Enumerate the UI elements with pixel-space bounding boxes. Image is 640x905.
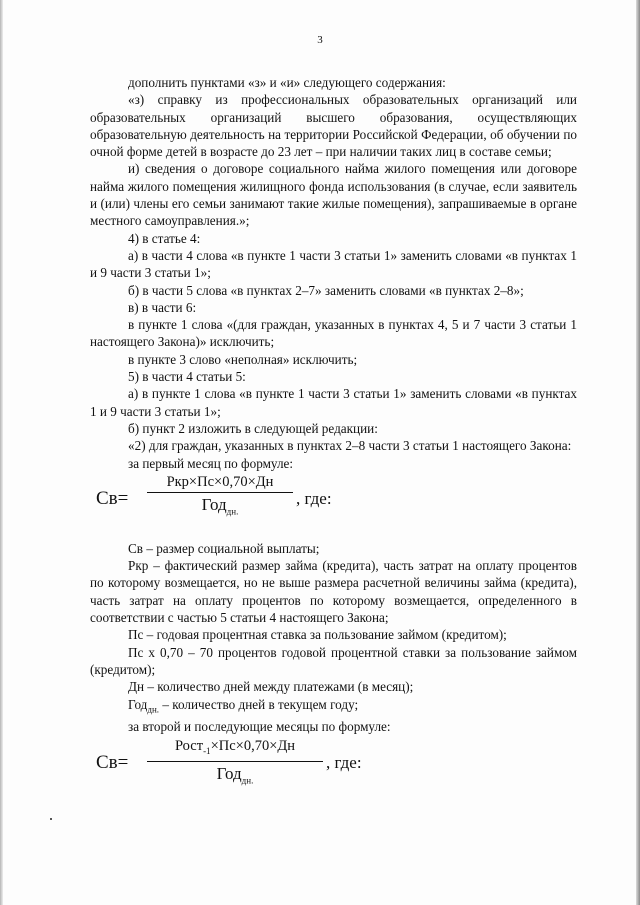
paragraph: и) сведения о договоре социального найма жилого помещения или договоре найма жилого помещения жилищного фонда использования (в случае, если заявитель и (или) члены его семьи занимают такие жилые помещения), запрашиваемые в органе местного самоуправления.»; — [90, 161, 577, 229]
paragraph: «з) справку из профессиональных образовательных организаций или образовательных организаций высшего образования, осуществляющих образовательную деятельность на территории Российской Федерации, об обучении по очной форме детей в возрасте до 23 лет – при наличии таких лиц в составе семьи; — [90, 92, 577, 160]
god-term-sub: дн. — [147, 704, 160, 715]
fraction-bar — [147, 761, 323, 762]
scan-speck — [50, 818, 52, 820]
fraction-bar — [147, 492, 293, 493]
formula-first-month — [90, 474, 577, 532]
paragraph: Ркр – фактический размер займа (кредита), часть затрат на оплату процентов по которому возмещается, но не выше размера расчетной величины займа (кредита), часть затрат на оплату процентов по которому возмещается, определенного в соответствии с частью 5 статьи 4 настоящего Закона; — [90, 558, 577, 626]
formula-lhs: Св= — [96, 487, 129, 509]
formula-denominator — [147, 496, 293, 521]
paragraph: в) в части 6: — [128, 299, 197, 315]
paragraph: Пс х 0,70 – 70 процентов годовой процентной ставки за пользование займом (кредитом); — [90, 644, 577, 677]
paragraph: а) в пункте 1 слова «в пункте 1 части 3 статьи 1» заменить словами «в пунктах 1 и 9 части 3 статьи 1»; — [90, 386, 577, 419]
denominator-base: Год — [201, 495, 227, 515]
paragraph: б) пункт 2 изложить в следующей редакции: — [128, 420, 378, 436]
formula-fraction — [147, 474, 293, 521]
paragraph: а) в части 4 слова «в пункте 1 части 3 статьи 1» заменить словами «в пунктах 1 и 9 части 3 статьи 1»; — [90, 247, 577, 281]
paragraph: 5) в части 4 статьи 5: — [128, 369, 246, 385]
document-body — [90, 74, 577, 804]
paragraph: дополнить пунктами «з» и «и» следующего содержания: — [128, 75, 446, 90]
denominator-sub: дн. — [226, 506, 239, 517]
numerator-base: Рост — [174, 737, 204, 754]
paragraph: Св – размер социальной выплаты; — [128, 540, 320, 556]
paragraph-god — [90, 696, 577, 719]
paragraph: за первый месяц по формуле: — [128, 455, 294, 471]
paragraph: Пс – годовая процентная ставка за пользование займом (кредитом); — [128, 627, 507, 643]
scan-edge-left — [0, 0, 3, 905]
page-number: 3 — [317, 34, 323, 46]
paragraph: в пункте 1 слова «(для граждан, указанных в пунктах 4, 5 и 7 части 3 статьи 1 настоящего Закона)» исключить; — [90, 317, 577, 350]
formula-tail: , где: — [326, 752, 362, 772]
paragraph: б) в части 5 слова «в пунктах 2–7» заменить словами «в пунктах 2–8»; — [128, 282, 524, 298]
paragraph: за второй и последующие месяцы по формуле: — [128, 719, 391, 735]
formula-fraction — [147, 738, 323, 790]
scan-edge-right — [636, 0, 640, 905]
paragraph: 4) в статье 4: — [128, 230, 201, 246]
formula-lhs: Св= — [96, 751, 129, 773]
formula-numerator: Ркр×Пс×0,70×Дн — [166, 473, 274, 490]
numerator-sub: -1 — [203, 745, 211, 756]
formula-subsequent-months — [90, 738, 577, 796]
denominator-sub: дн. — [241, 775, 254, 786]
formula-numerator — [147, 738, 323, 760]
paragraph: в пункте 3 слово «неполная» исключить; — [128, 351, 358, 367]
numerator-rest: ×Пс×0,70×Дн — [210, 737, 296, 754]
paragraph: «2) для граждан, указанных в пунктах 2–8 части 3 статьи 1 настоящего Закона: — [128, 438, 572, 454]
denominator-base: Год — [216, 763, 242, 783]
god-definition: – количество дней в текущем году; — [159, 696, 359, 712]
god-term: Год — [128, 696, 148, 712]
formula-denominator — [147, 765, 323, 790]
paragraph: Дн – количество дней между платежами (в месяц); — [128, 679, 414, 695]
formula-tail: , где: — [296, 488, 332, 508]
